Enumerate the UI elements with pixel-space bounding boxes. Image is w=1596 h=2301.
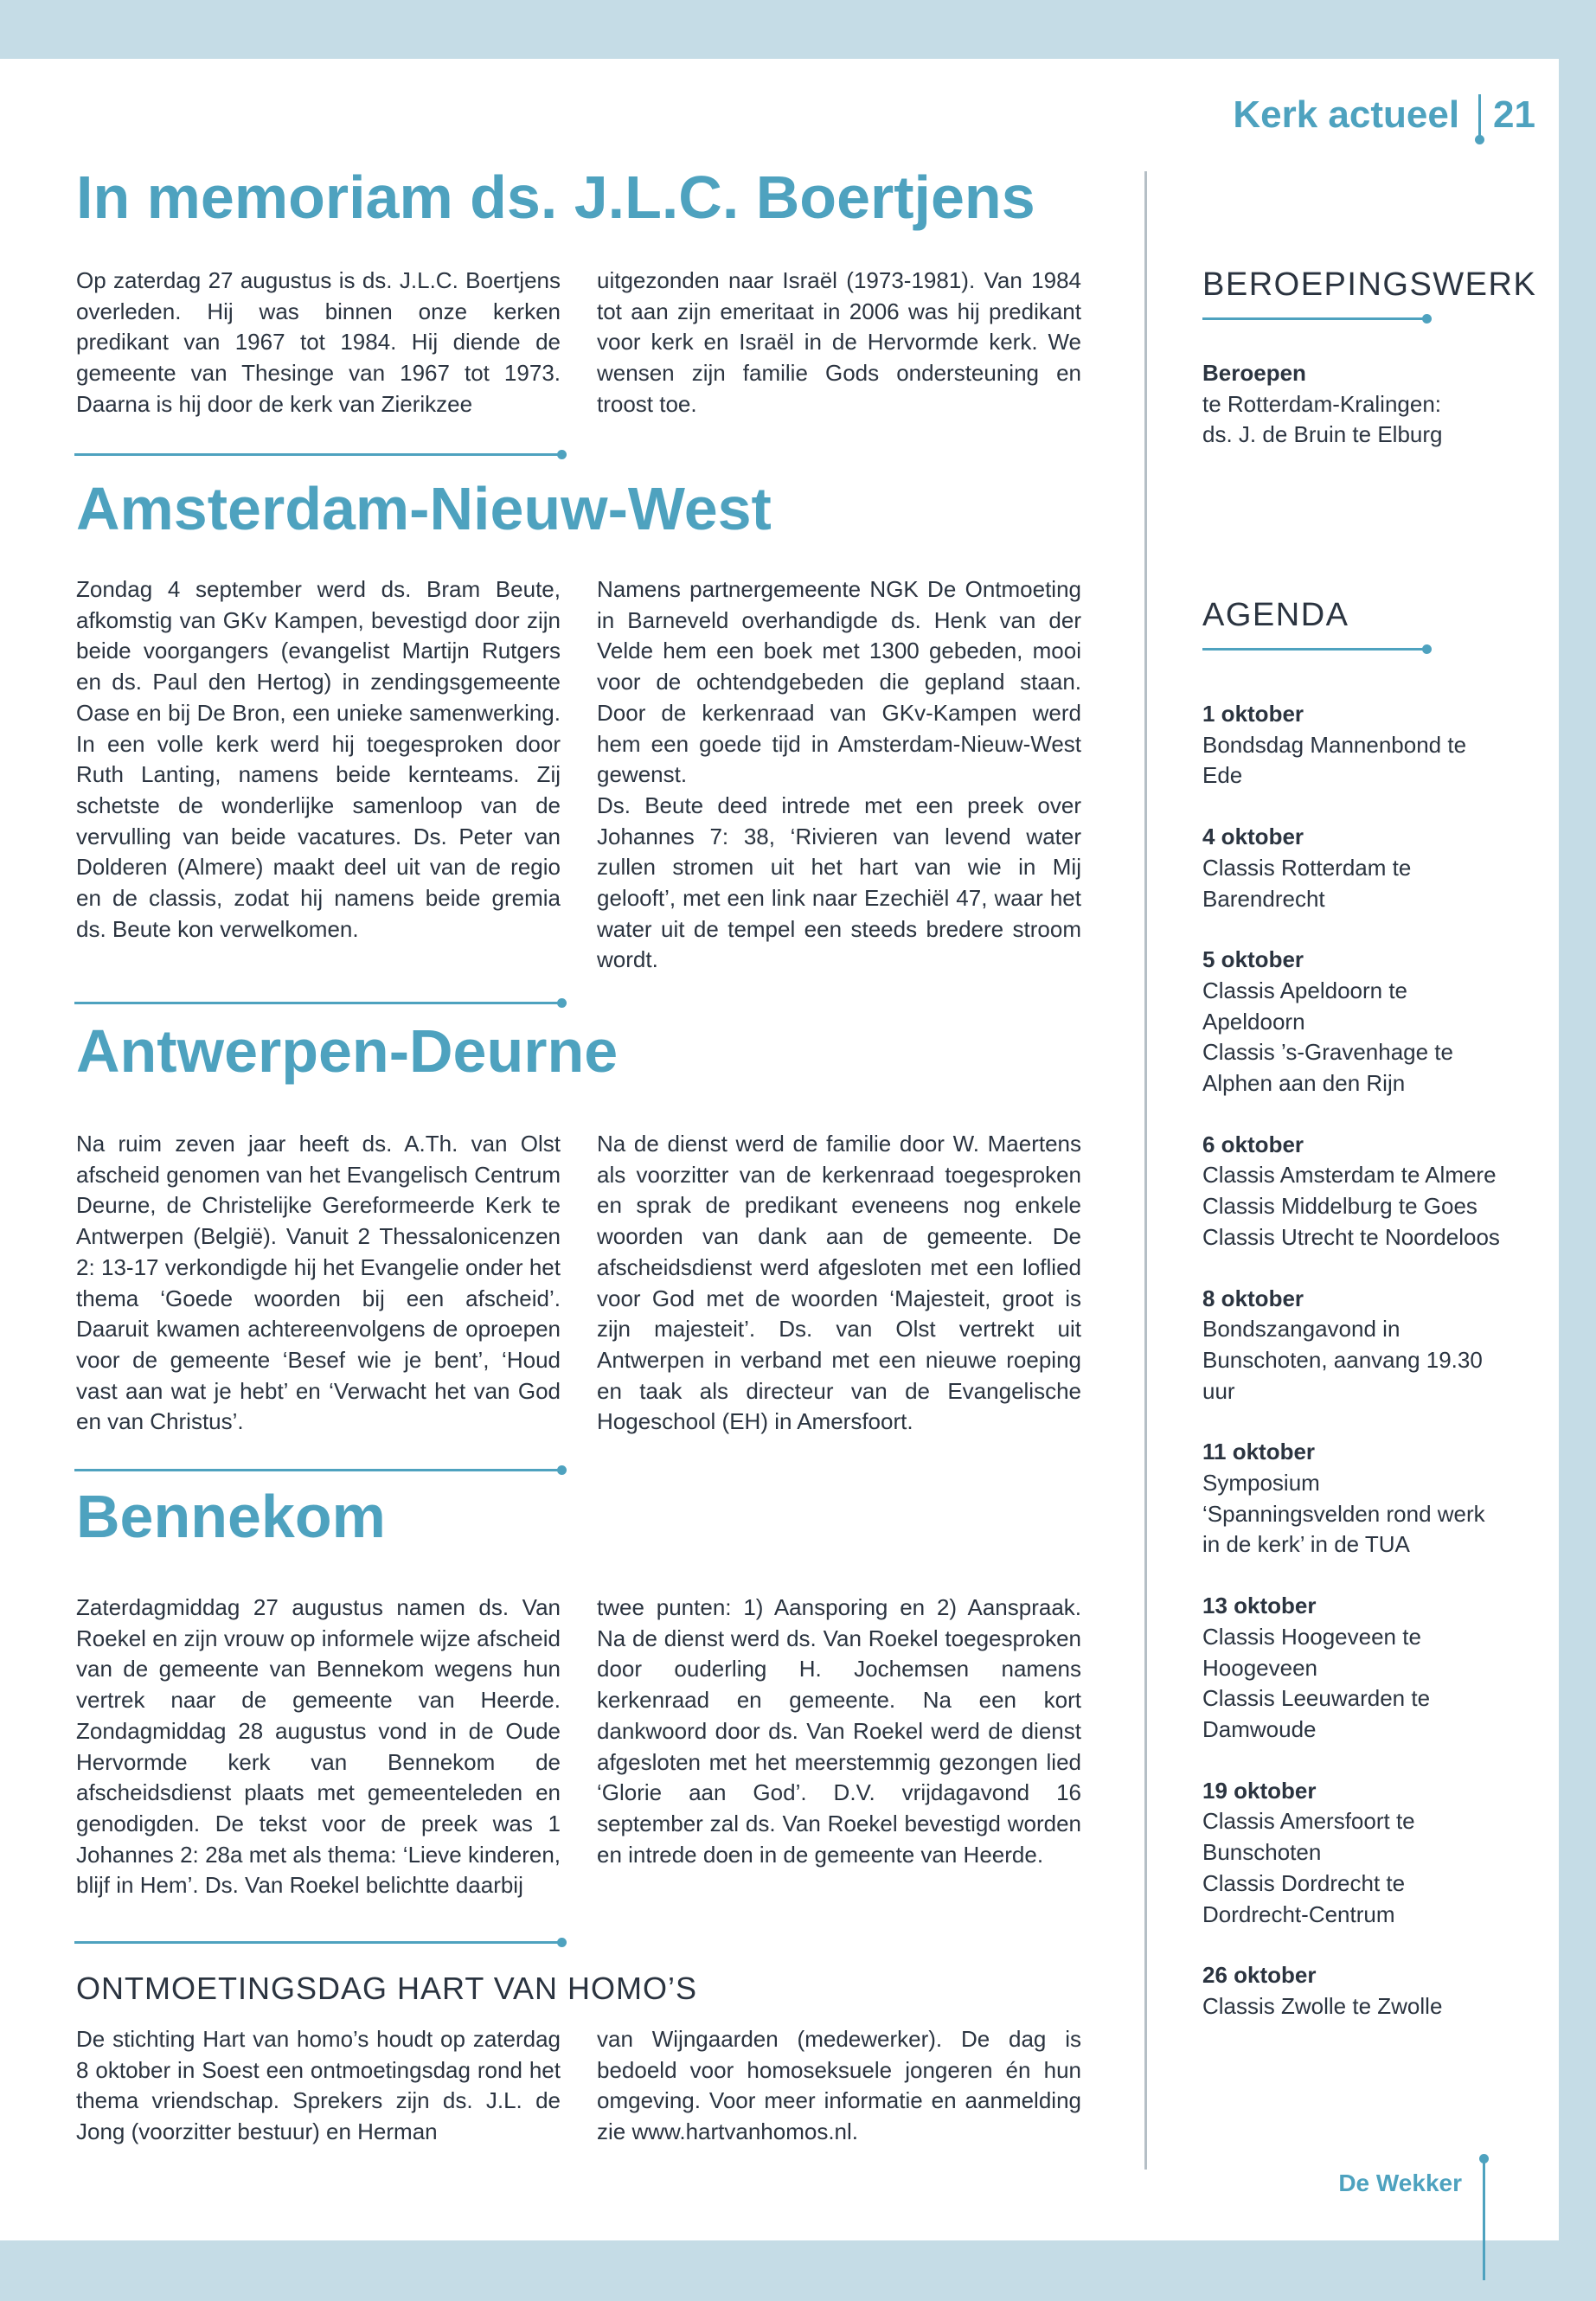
amsterdam-col2 (597, 574, 1081, 976)
section-label: Kerk actueel (1233, 93, 1460, 136)
agenda-date: 13 oktober (1202, 1593, 1317, 1619)
beroepingswerk-block (1202, 358, 1540, 451)
agenda-date: 26 oktober (1202, 1962, 1317, 1989)
beroepingswerk-title: BEROEPINGSWERK (1202, 266, 1537, 303)
sidebar-rule (1202, 317, 1429, 320)
amsterdam-col2-para2: Ds. Beute deed intrede met een preek over Johannes 7: 38, ‘Rivieren van levend water zullen stromen uit het hart van wie in Mij gelooft’, met een link naar Ezechiël 47, waar het water uit de tempel een steeds bredere stroom wordt. (597, 792, 1081, 973)
section-rule (74, 453, 564, 456)
antwerpen-title: Antwerpen-Deurne (76, 1017, 619, 1085)
column-divider (1144, 171, 1147, 2170)
agenda-text: Classis Hoogeveen te Hoogeveen Classis Leeuwarden te Damwoude (1202, 1623, 1431, 1742)
agenda-text: Classis Rotterdam te Barendrecht (1202, 854, 1412, 912)
agenda-text: Bondszangavond in Bunschoten, aanvang 19.30 uur (1202, 1316, 1483, 1404)
ontmoeting-col2: van Wijngaarden (medewerker). De dag is bedoeld voor homoseksuele jongeren én hun omgeving. Voor meer informatie en aanmelding zie www.hartvanhomos.nl. (597, 2026, 1081, 2145)
section-rule (74, 1469, 564, 1471)
agenda-date: 19 oktober (1202, 1777, 1317, 1804)
agenda-item (1202, 1284, 1540, 1407)
agenda-text: Classis Amsterdam te Almere Classis Middelburg te Goes Classis Utrecht te Noordeloos (1202, 1162, 1500, 1250)
agenda-item (1202, 945, 1540, 1099)
beroepen-line2: ds. J. de Bruin te Elburg (1202, 421, 1443, 448)
agenda-text: Symposium ‘Spanningsvelden rond werk in de kerk’ in de TUA (1202, 1470, 1485, 1558)
agenda-text: Bondsdag Mannenbond te Ede (1202, 731, 1467, 789)
agenda-title: AGENDA (1202, 597, 1349, 633)
agenda-date: 6 oktober (1202, 1131, 1304, 1157)
beroepen-line1: te Rotterdam-Kralingen: (1202, 390, 1442, 417)
agenda-list (1202, 699, 1540, 2053)
ontmoeting-col1: De stichting Hart van homo’s houdt op zaterdag 8 oktober in Soest een ontmoetingsdag rond het thema vriendschap. Sprekers zijn ds. J.L. de Jong (voorzitter bestuur) en Herman (76, 2026, 561, 2145)
agenda-item (1202, 1130, 1540, 1253)
agenda-date: 5 oktober (1202, 946, 1304, 973)
agenda-text: Classis Zwolle te Zwolle (1202, 1992, 1443, 2019)
agenda-item (1202, 1960, 1540, 2022)
footer-rule (1483, 2159, 1485, 2280)
agenda-date: 4 oktober (1202, 824, 1304, 850)
section-rule (74, 1941, 564, 1944)
header-divider (1478, 94, 1481, 136)
magazine-name: De Wekker (1338, 2170, 1462, 2196)
agenda-item (1202, 822, 1540, 914)
bennekom-title: Bennekom (76, 1483, 386, 1550)
bennekom-col1: Zaterdagmiddag 27 augustus namen ds. Van Roekel en zijn vrouw op informele wijze afscheid van de gemeente van Bennekom wegens hun vertrek naar de gemeente van Heerde. Zondagmiddag 28 augustus vond in de Oude Hervormde kerk van Bennekom de afscheidsdienst plaats met gemeenteleden en genodigden. De tekst voor de preek was 1 Johannes 2: 28a met als thema: ‘Lieve kinderen, blijf in Hem’. Ds. Van Roekel belichtte daarbij (76, 1594, 561, 1899)
page-number: 21 (1493, 93, 1535, 136)
agenda-date: 11 oktober (1202, 1439, 1316, 1465)
agenda-text: Classis Amersfoort te Bunschoten Classis Dordrecht te Dordrecht-Centrum (1202, 1808, 1415, 1927)
amsterdam-col2-para1: Namens partnergemeente NGK De Ontmoeting in Barneveld overhandigde ds. Henk van der Velde hem een boek met 1300 gebeden, mooi voor de ochtendgebeden die gepland staan. Door de kerkenraad van GKv-Kampen werd hem een goede tijd in Amsterdam-Nieuw-West gewenst. (597, 576, 1081, 788)
bennekom-col2: twee punten: 1) Aansporing en 2) Aanspraak. Na de dienst werd ds. Van Roekel toegesproken door ouderling H. Jochemsen namens kerkenraad en gemeente. Na een kort dankwoord door ds. Van Roekel werd de dienst afgesloten met het meerstemmig gezongen lied ‘Glorie aan God’. D.V. vrijdagavond 16 september zal ds. Van Roekel bevestigd worden en intrede doen in de gemeente van Heerde. (597, 1594, 1081, 1868)
ontmoeting-title: ONTMOETINGSDAG HART VAN HOMO’S (76, 1971, 698, 2006)
memoriam-col2: uitgezonden naar Israël (1973-1981). Van 1984 tot aan zijn emeritaat in 2006 was hij predikant voor kerk en Israël in de Hervormde kerk. We wensen zijn familie Gods ondersteuning en troost toe. (597, 267, 1081, 417)
sidebar-rule (1202, 648, 1429, 651)
agenda-date: 1 oktober (1202, 701, 1304, 727)
agenda-item (1202, 1776, 1540, 1931)
beroepen-label: Beroepen (1202, 360, 1306, 386)
amsterdam-title: Amsterdam-Nieuw-West (76, 475, 772, 542)
amsterdam-col1: Zondag 4 september werd ds. Bram Beute, afkomstig van GKv Kampen, bevestigd door zijn beide voorgangers (evangelist Martijn Rutgers en ds. Paul den Hertog) in zendingsgemeente Oase en bij De Bron, een unieke samenwerking. In een volle kerk werd hij toegesproken door Ruth Lanting, namens beide kernteams. Zij schetste de wonderlijke samenloop van de vervulling van beide vacatures. Ds. Peter van Dolderen (Almere) maakt deel uit van de regio en de classis, zodat hij namens beide gremia ds. Beute kon verwelkomen. (76, 576, 561, 942)
antwerpen-col2: Na de dienst werd de familie door W. Maertens als voorzitter van de kerkenraad toegesproken en sprak de predikant eveneens nog enkele woorden van dank aan de gemeente. De afscheidsdienst werd afgesloten met een loflied voor God met de woorden ‘Majesteit, groot is zijn majesteit’. Ds. van Olst vertrekt uit Antwerpen in verband met een nieuwe roeping en taak als directeur van de Evangelische Hogeschool (EH) in Amersfoort. (597, 1131, 1081, 1435)
agenda-date: 8 oktober (1202, 1285, 1304, 1311)
section-rule (74, 1002, 564, 1004)
antwerpen-col1: Na ruim zeven jaar heeft ds. A.Th. van Olst afscheid genomen van het Evangelisch Centrum Deurne, de Christelijke Gereformeerde Kerk te Antwerpen (België). Vanuit 2 Thessalonicenzen 2: 13-17 verkondigde hij het Evangelie onder het thema ‘Goede woorden bij een afscheid’. Daaruit kwamen achtereenvolgens de oproepen voor de gemeente ‘Besef wie je bent’, ‘Houd vast aan wat je hebt’ en ‘Verwacht het van God en van Christus’. (76, 1131, 561, 1435)
agenda-text: Classis Apeldoorn te Apeldoorn Classis ’s-Gravenhage te Alphen aan den Rijn (1202, 977, 1453, 1097)
running-header (1233, 93, 1535, 137)
agenda-item (1202, 1591, 1540, 1746)
agenda-item (1202, 699, 1540, 792)
memoriam-title: In memoriam ds. J.L.C. Boertjens (76, 163, 1035, 231)
agenda-item (1202, 1437, 1540, 1561)
memoriam-col1: Op zaterdag 27 augustus is ds. J.L.C. Boertjens overleden. Hij was binnen onze kerken predikant van 1967 tot 1984. Hij diende de gemeente van Thesinge van 1967 tot 1973. Daarna is hij door de kerk van Zierikzee (76, 267, 561, 417)
